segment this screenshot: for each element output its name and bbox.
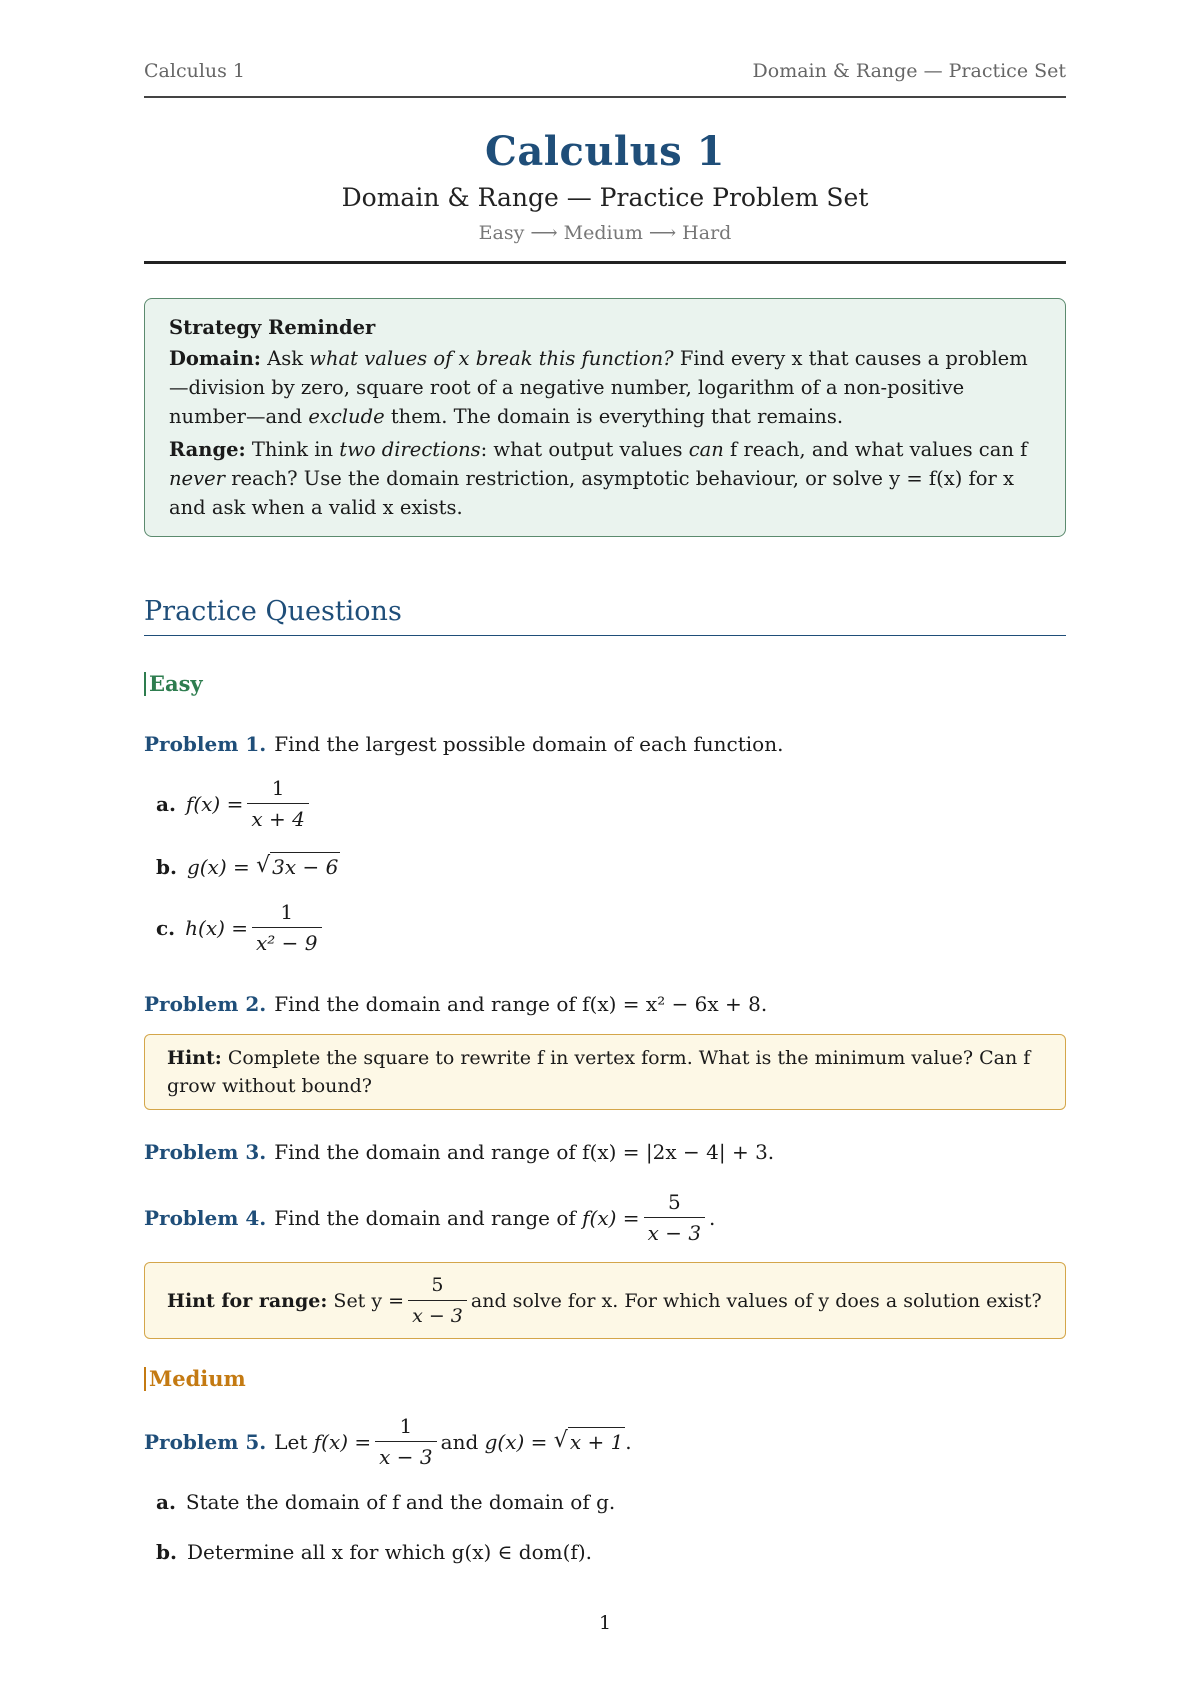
range-label: Range: — [169, 438, 246, 461]
function-lhs: f(x) = — [185, 791, 244, 816]
strategy-title: Strategy Reminder — [169, 316, 376, 339]
denominator: x + 4 — [247, 803, 308, 831]
problem-text: Find the domain and range of f(x) = x² − 6x + 8. — [274, 992, 768, 1016]
fraction — [644, 1190, 705, 1245]
problem-text: Find the largest possible domain of each function. — [274, 732, 784, 756]
range-think: Think in — [251, 438, 334, 461]
part-text: Determine all x for which g(x) ∈ dom(f). — [186, 1540, 592, 1564]
numerator: 5 — [431, 1274, 444, 1296]
range-never: never — [169, 467, 225, 490]
domain-strategy — [169, 344, 1043, 431]
problem-text: Find the domain and range of — [274, 1205, 576, 1230]
header-course: Calculus 1 — [144, 60, 246, 82]
numerator: 5 — [667, 1190, 681, 1214]
domain-exclude: exclude — [308, 405, 385, 428]
section-heading: Practice Questions — [144, 596, 1066, 636]
hint-label: Hint for range: — [167, 1289, 328, 1312]
fraction — [252, 900, 322, 955]
range-text-2: f reach, and what values can f — [730, 438, 1028, 461]
range-text-1: : what output values — [480, 438, 683, 461]
let-word: Let — [274, 1429, 308, 1454]
range-text-3: reach? Use the domain restriction, asymptotic behaviour, or solve y = f(x) for x and ask when a valid x exists. — [169, 467, 1014, 519]
square-root — [256, 852, 340, 881]
numerator: 1 — [271, 776, 285, 800]
page-subtitle: Domain & Range — Practice Problem Set — [341, 183, 869, 212]
page-title: Calculus 1 — [485, 128, 725, 175]
function-lhs: g(x) = — [186, 854, 250, 879]
document-page — [144, 0, 1066, 1696]
period: . — [625, 1429, 632, 1454]
part-label: b. — [156, 854, 177, 879]
and-word: and — [440, 1429, 479, 1454]
denominator: x − 3 — [644, 1217, 705, 1245]
problem-1-part-a — [156, 776, 313, 831]
numerator: 1 — [280, 900, 294, 924]
hint-pre: Set y = — [333, 1289, 405, 1312]
hint-text: Complete the square to rewrite f in vertex form. What is the minimum value? Can f grow without bound? — [167, 1047, 1031, 1097]
problem-3 — [144, 1138, 1066, 1166]
problem-label: Problem 1. — [144, 732, 267, 756]
problem-1 — [144, 730, 1066, 758]
function-lhs: f(x) = — [313, 1429, 372, 1454]
denominator: x² − 9 — [252, 927, 322, 955]
domain-text-2: them. The domain is everything that remains. — [390, 405, 844, 428]
hint-box — [144, 1034, 1066, 1110]
fraction — [247, 776, 308, 831]
running-header — [144, 60, 1066, 98]
part-label: a. — [156, 1490, 176, 1514]
fraction — [408, 1273, 467, 1328]
denominator: x − 3 — [408, 1300, 467, 1328]
domain-ask: Ask — [267, 347, 304, 370]
domain-question: what values of x break this function? — [309, 347, 674, 370]
radical-icon: √ — [256, 853, 271, 878]
part-label: a. — [156, 791, 176, 816]
domain-text-1: Find every x that causes a problem—division by zero, square root of a negative number, logarithm of a non-positive number—and — [169, 347, 1028, 428]
title-divider — [144, 261, 1066, 264]
part-text: State the domain of f and the domain of g. — [185, 1490, 616, 1514]
range-can: can — [688, 438, 724, 461]
problem-1-part-b — [156, 852, 340, 881]
numerator: 1 — [399, 1414, 413, 1438]
period: . — [709, 1205, 716, 1230]
problem-label: Problem 4. — [144, 1205, 267, 1230]
problem-5-part-b — [156, 1538, 592, 1566]
denominator: x − 3 — [375, 1441, 436, 1469]
domain-label: Domain: — [169, 347, 261, 370]
radical-icon: √ — [553, 1428, 568, 1453]
level-easy: Easy — [144, 672, 203, 696]
problem-4 — [144, 1190, 1066, 1245]
radicand: x + 1 — [568, 1427, 625, 1456]
hint-post: and solve for x. For which values of y does a solution exist? — [470, 1289, 1042, 1312]
hint-box-range — [144, 1262, 1066, 1339]
problem-label: Problem 3. — [144, 1140, 267, 1164]
problem-label: Problem 2. — [144, 992, 267, 1016]
fraction — [375, 1414, 436, 1469]
problem-text: Find the domain and range of f(x) = |2x − 4| + 3. — [274, 1140, 775, 1164]
function-g-lhs: g(x) = — [484, 1429, 548, 1454]
difficulty-progression: Easy ⟶ Medium ⟶ Hard — [478, 222, 732, 244]
header-topic: Domain & Range — Practice Set — [752, 60, 1066, 82]
strategy-reminder-box — [144, 298, 1066, 537]
title-block — [144, 128, 1066, 244]
problem-2 — [144, 990, 1066, 1018]
function-lhs: f(x) = — [582, 1205, 640, 1230]
problem-5-part-a — [156, 1488, 615, 1516]
square-root — [554, 1427, 626, 1456]
part-label: c. — [156, 915, 176, 940]
hint-label: Hint: — [167, 1047, 222, 1069]
page-number: 1 — [598, 1612, 612, 1634]
part-label: b. — [156, 1540, 177, 1564]
level-medium: Medium — [144, 1367, 246, 1391]
range-two: two directions — [339, 438, 481, 461]
problem-1-part-c — [156, 900, 326, 955]
function-lhs: h(x) = — [185, 915, 249, 940]
problem-label: Problem 5. — [144, 1429, 267, 1454]
radicand: 3x − 6 — [270, 852, 340, 881]
problem-5 — [144, 1414, 1066, 1469]
range-strategy — [169, 435, 1043, 522]
